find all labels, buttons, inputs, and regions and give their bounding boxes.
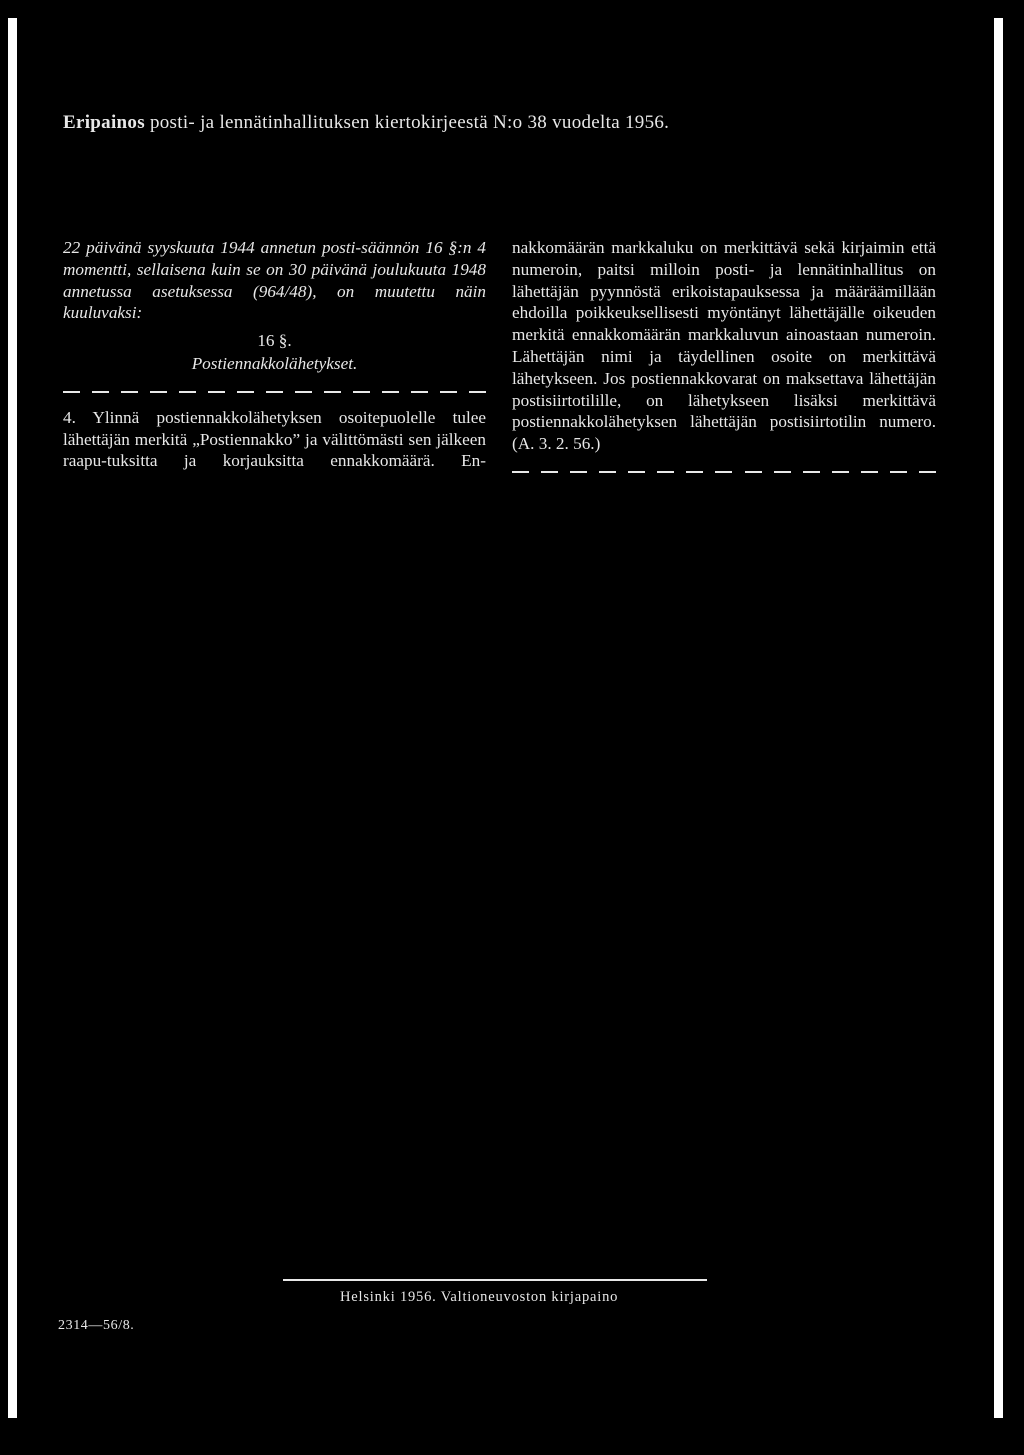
printer-line: Helsinki 1956. Valtioneuvoston kirjapaino bbox=[340, 1289, 619, 1305]
left-column bbox=[63, 237, 486, 472]
scan-edge-left bbox=[8, 18, 17, 1418]
section-number: 16 §. bbox=[257, 331, 292, 351]
header-lead: Eripainos bbox=[63, 112, 145, 133]
paragraph-4-continued: nakkomäärän markkaluku on merkittävä sekä kirjaimin että numeroin, paitsi milloin posti- ja lennätinhallitus on lähettäjän pyynnöstä erikoistapauksessa ja määräämillään ehdoilla poikkeuksellisesti myöntänyt lähettäjälle oikeuden merkitä ennakkomäärän markkaluvun ainoastaan numeroin. Lähettäjän nimi ja täydellinen osoite on merkittävä lähetykseen. Jos postiennakkovarat on maksettava lähettäjän postisiirtotilille, on lähetykseen lisäksi merkittävä postiennakkolähetyksen lähettäjän postisiirtotilin numero. (A. 3. 2. 56.) bbox=[512, 238, 936, 454]
header-text: posti- ja lennätinhallituksen kiertokirjeestä N:o 38 vuodelta 1956. bbox=[144, 112, 670, 133]
section-title: Postiennakkolähetykset. bbox=[191, 353, 358, 373]
dash-separator-right bbox=[512, 463, 936, 481]
paragraph-4: 4. Ylinnä postiennakkolähetyksen osoitepuolelle tulee lähettäjän merkitä „Postiennakko” ja välittömästi sen jälkeen raapu-tuksitta ja korjauksitta ennakkomäärä. En- bbox=[63, 407, 486, 471]
amendment-intro: 22 päivänä syyskuuta 1944 annetun posti-säännön 16 §:n 4 momentti, sellaisena kuin se on 30 päivänä joulukuuta 1948 annetussa asetuksessa (964/48), on muutettu näin kuuluvaksi: bbox=[63, 238, 486, 323]
footer-rule bbox=[283, 1279, 707, 1281]
scan-edge-right bbox=[994, 18, 1003, 1418]
right-column bbox=[512, 237, 936, 487]
document-header bbox=[63, 112, 963, 134]
print-code: 2314—56/8. bbox=[58, 1318, 135, 1333]
dash-separator-left bbox=[63, 383, 486, 401]
